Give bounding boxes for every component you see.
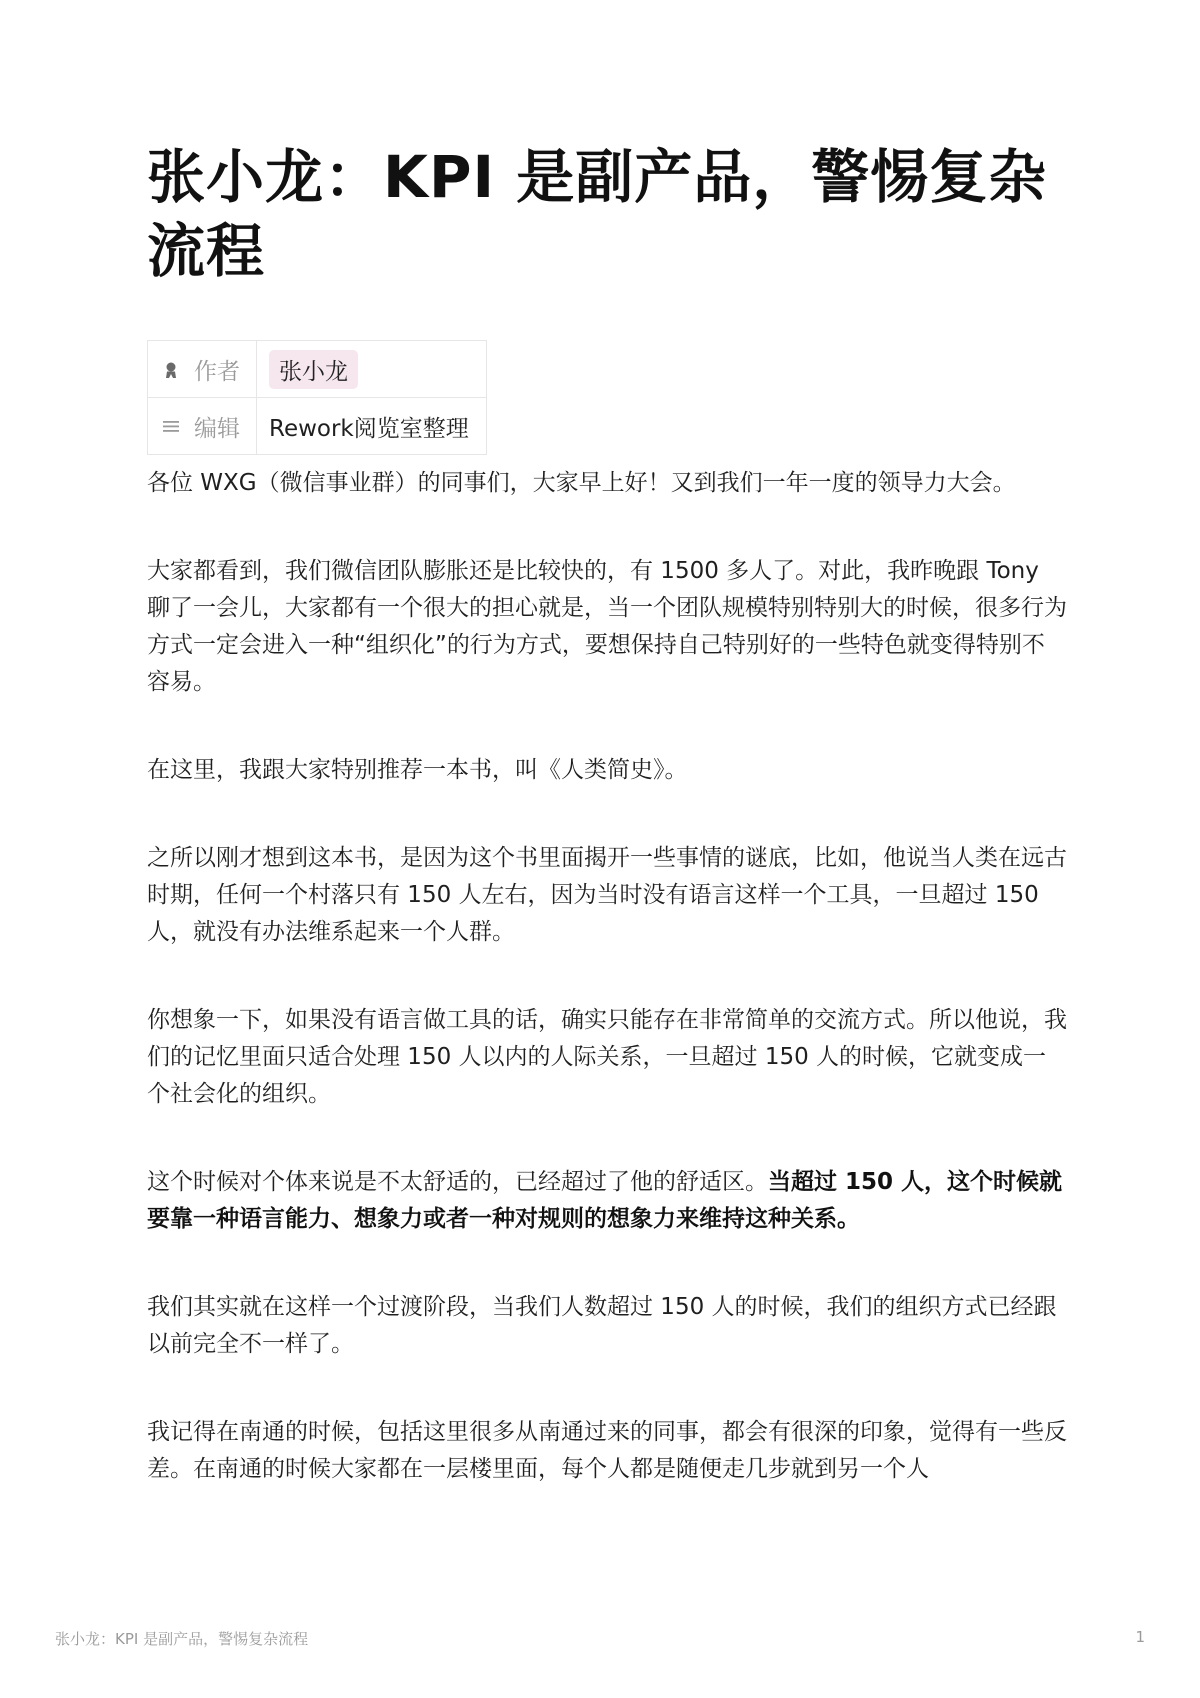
property-row-author [148,341,487,398]
paragraph: 在这里，我跟大家特别推荐一本书，叫《人类简史》。 [147,757,688,783]
properties-table [147,340,487,455]
property-row-editor [148,398,487,455]
property-value [257,341,487,398]
paragraph [147,1164,1067,1238]
footer-title: 张小龙：KPI 是副产品，警惕复杂流程 [55,1630,309,1648]
text-lines-icon [160,415,182,437]
author-tag[interactable]: 张小龙 [269,350,358,389]
paragraph: 大家都看到，我们微信团队膨胀还是比较快的，有 1500 多人了。对此，我昨晚跟 Tony 聊了一会儿，大家都有一个很大的担心就是，当一个团队规模特别特别大的时候，很多行为方式一定会进入一种“组织化”的行为方式，要想保持自己特别好的一些特色就变得特别不容易。 [147,558,1067,695]
person-icon [160,358,182,380]
property-key [148,341,257,398]
property-value: Rework阅览室整理 [257,398,487,455]
property-label: 作者 [194,358,240,385]
paragraph: 之所以刚才想到这本书，是因为这个书里面揭开一些事情的谜底，比如，他说当人类在远古时期，任何一个村落只有 150 人左右，因为当时没有语言这样一个工具，一旦超过 150 人，就没有办法维系起来一个人群。 [147,845,1067,945]
paragraph: 你想象一下，如果没有语言做工具的话，确实只能存在非常简单的交流方式。所以他说，我们的记忆里面只适合处理 150 人以内的人际关系，一旦超过 150 人的时候，它就变成一个社会化的组织。 [147,1007,1067,1107]
paragraph: 各位 WXG（微信事业群）的同事们，大家早上好！又到我们一年一度的领导力大会。 [147,470,1016,496]
bold-highlight: 当超过 150 人，这个时候就要靠一种语言能力、想象力或者一种对规则的想象力来维持这种关系。 [147,1169,1063,1232]
property-label: 编辑 [194,415,240,442]
page-title: 张小龙：KPI 是副产品，警惕复杂流程 [147,143,1048,285]
property-key [148,398,257,455]
page-footer [55,1628,1145,1649]
paragraph: 我记得在南通的时候，包括这里很多从南通过来的同事，都会有很深的印象，觉得有一些反差。在南通的时候大家都在一层楼里面，每个人都是随便走几步就到另一个人 [147,1419,1067,1482]
paragraph-text: 这个时候对个体来说是不太舒适的，已经超过了他的舒适区。 [147,1169,768,1195]
paragraph: 我们其实就在这样一个过渡阶段，当我们人数超过 150 人的时候，我们的组织方式已经跟以前完全不一样了。 [147,1294,1057,1357]
document-page [147,140,1067,1488]
page-number: 1 [1135,1628,1145,1646]
